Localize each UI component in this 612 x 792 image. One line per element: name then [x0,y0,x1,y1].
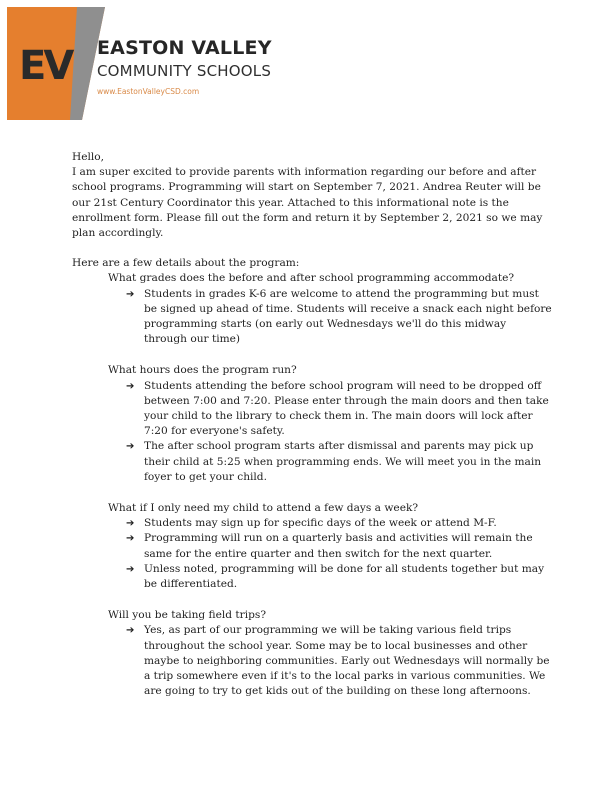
intro-paragraph: I am super excited to provide parents with information regarding our before and after school programs. Programming will start on September 7, 2021. Andrea Reuter will be our 21st Century Coordinator this year. Attached to this informational note is the enrollment form. Please fill out the form and return it by September 2, 2021 so we may plan accordingly. [72,166,543,240]
details-heading: Here are a few details about the program: [72,257,300,270]
question-hours: What hours does the program run? [108,364,297,377]
list-item: ➔ Unless noted, programming will be done for all students together but may be differentiated. [126,562,545,591]
list-item: ➔ Students may sign up for specific days of the week or attend M-F. [144,516,552,531]
answer-list [72,516,552,592]
question-grades: What grades does the before and after school programming accommodate? [108,272,515,285]
school-name: EASTON VALLEY [97,37,272,59]
easton-valley-logo [7,7,105,120]
answer-list [72,623,552,699]
school-subname: COMMUNITY SCHOOLS [97,62,272,80]
logo-initials: EV [19,43,72,89]
list-item: ➔ Students in grades K-6 are welcome to attend the programming but must be signed up ahead of time. Students will receive a snack each night before programming starts (on early out Wednesdays we'll do this midway through our time) [126,287,552,346]
question-days: What if I only need my child to attend a few days a week? [108,502,419,515]
answer-list [72,379,552,485]
list-item: ➔ Students attending the before school program will need to be dropped off between 7:00 and 7:20. Please enter through the main doors and then take your child to the library to check them in. The main doors will lock after 7:20 for everyone's safety. [126,379,549,438]
brand-block [97,37,272,96]
answer-list [72,287,552,348]
list-item: ➔ Programming will run on a quarterly basis and activities will remain the same for the entire quarter and then switch for the next quarter. [126,532,533,560]
right-arrow-icon: ➔ [126,380,135,392]
school-website-link[interactable]: www.EastonValleyCSD.com [97,87,200,96]
right-arrow-icon: ➔ [126,441,135,453]
right-arrow-icon: ➔ [126,625,135,637]
right-arrow-icon: ➔ [126,288,135,300]
right-arrow-icon: ➔ [126,518,135,530]
list-item: ➔ Yes, as part of our programming we will be taking various field trips throughout the school year. Some may be to local businesses and other maybe to neighboring communities. Early out Wednesdays will normally be a trip somewhere even if it's to the local parks in various communities. We are going to try to get kids out of the building on these long afternoons. [126,624,550,698]
question-field-trips: Will you be taking field trips? [108,609,267,622]
greeting: Hello, [72,151,105,163]
list-item: ➔ The after school program starts after dismissal and parents may pick up their child at 5:25 when programming ends. We will meet you in the main foyer to get your child. [126,440,542,483]
right-arrow-icon: ➔ [126,563,135,575]
letter-body [72,150,552,700]
right-arrow-icon: ➔ [126,533,135,545]
